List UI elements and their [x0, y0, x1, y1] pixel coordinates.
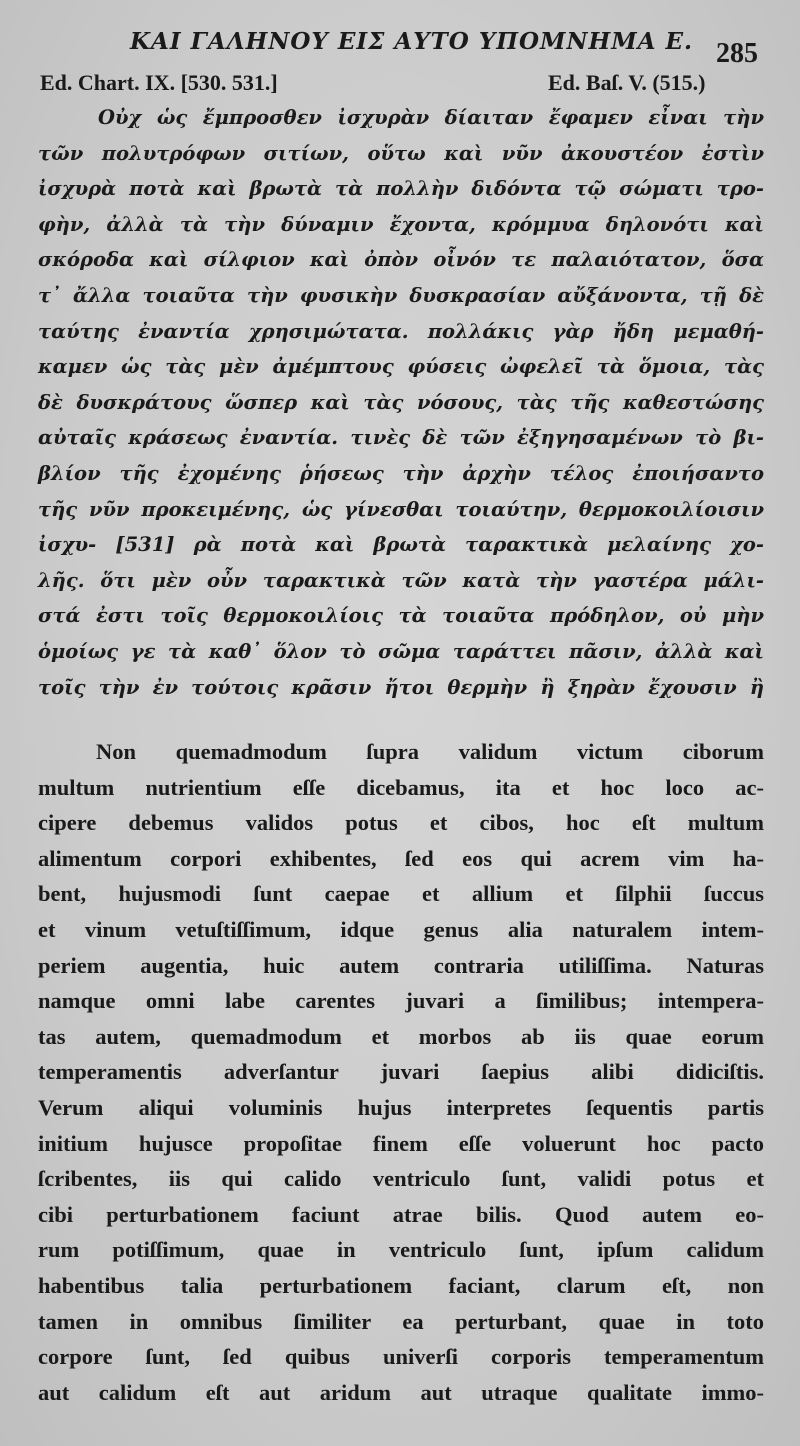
latin-text-block [38, 734, 764, 1410]
page-number: 285 [716, 38, 758, 69]
latin-text-line: cibi perturbationem faciunt atrae bilis. Quod autem eo- [38, 1201, 764, 1227]
latin-text-line: habentibus talia perturbationem faciant, clarum eſt, non [38, 1272, 764, 1298]
greek-text-line: βλίον τῆς ἐχομένης ῥήσεως τὴν ἀρχὴν τέλος ἐποιήσαντο [38, 461, 764, 485]
greek-text-line: καμεν ὡς τὰς μὲν ἀμέμπτους φύσεις ὠφελεῖ τὰ ὅμοια, τὰς [38, 355, 764, 379]
greek-text-line: τ᾽ ἄλλα τοιαῦτα τὴν φυσικὴν δυσκρασίαν αὔξάνοντα, τῇ δὲ [38, 283, 764, 307]
greek-text-line: τῶν πολυτρόφων σιτίων, οὕτω καὶ νῦν ἀκουστέον ἐστὶν [38, 141, 764, 165]
greek-text-line: τοῖς τὴν ἐν τούτοις κρᾶσιν ἤτοι θερμὴν ἢ ξηρὰν ἔχουσιν ἢ [38, 675, 764, 699]
greek-text-line: τῆς νῦν προκειμένης, ὡς γίνεσθαι τοιαύτην, θερμοκοιλίοισιν [38, 497, 764, 521]
latin-text-line: alimentum corpori exhibentes, ſed eos qui acrem vim ha- [38, 845, 764, 871]
edition-reference-chartier: Ed. Chart. IX. [530. 531.] [40, 70, 278, 95]
greek-text-line: Οὐχ ὡς ἔμπροσθεν ἰσχυρὰν δίαιταν ἔφαμεν εἶναι τὴν [98, 106, 764, 129]
latin-text-line: Non quemadmodum ſupra validum victum ciborum [96, 739, 764, 764]
latin-text-line: tamen in omnibus ſimiliter ea perturbant, quae in toto [38, 1308, 764, 1334]
running-title: ΚΑΙ ΓΑΛΗΝΟΥ ΕΙΣ ΑΥΤΟ ΥΠΟΜΝΗΜΑ Ε. [130, 28, 694, 55]
latin-text-line: ſcribentes, iis qui calido ventriculo ſunt, validi potus et [38, 1166, 764, 1192]
latin-text-line: bent, hujusmodi ſunt caepae et allium et ſilphii ſuccus [38, 881, 764, 907]
latin-text-line: tas autem, quemadmodum et morbos ab iis quae eorum [38, 1023, 764, 1049]
latin-text-line: corpore ſunt, ſed quibus univerſi corporis temperamentum [38, 1344, 764, 1370]
greek-text-line: λῆς. ὅτι μὲν οὖν ταρακτικὰ τῶν κατὰ τὴν γαστέρα μάλι- [38, 568, 764, 592]
edition-reference-basel: Ed. Baſ. V. (515.) [548, 70, 706, 95]
greek-text-block [38, 100, 764, 705]
greek-text-line: αὐταῖς κράσεως ἐναντία. τινὲς δὲ τῶν ἐξηγησαμένων τὸ βι- [38, 426, 764, 450]
latin-text-line: initium hujusce propoſitae finem eſſe voluerunt hoc pacto [38, 1130, 764, 1156]
greek-text-line: ὁμοίως γε τὰ καθ᾽ ὅλον τὸ σῶμα ταράττει πᾶσιν, ἀλλὰ καὶ [38, 639, 764, 663]
latin-text-line: multum nutrientium eſſe dicebamus, ita et hoc loco ac- [38, 774, 764, 800]
greek-text-line: σκόροδα καὶ σίλφιον καὶ ὀπὸν οἶνόν τε παλαιότατον, ὅσα [38, 248, 764, 272]
latin-text-line: temperamentis adverſantur juvari ſaepius alibi didiciſtis. [38, 1059, 764, 1085]
latin-text-line: aut calidum eſt aut aridum aut utraque qualitate immo- [38, 1379, 764, 1405]
latin-text-line: rum potiſſimum, quae in ventriculo ſunt, ipſum calidum [38, 1237, 764, 1263]
latin-text-line: et vinum vetuſtiſſimum, idque genus alia naturalem intem- [38, 916, 764, 942]
latin-text-line: Verum aliqui voluminis hujus interpretes ſequentis partis [38, 1094, 764, 1120]
greek-text-line: δὲ δυσκράτους ὥσπερ καὶ τὰς νόσους, τὰς τῆς καθεστώσης [38, 390, 764, 414]
greek-text-line: φὴν, ἀλλὰ τὰ τὴν δύναμιν ἔχοντα, κρόμμυα δηλονότι καὶ [38, 212, 764, 236]
greek-text-line: ἰσχυ- [531] ρὰ ποτὰ καὶ βρωτὰ ταρακτικὰ μελαίνης χο- [38, 533, 764, 557]
greek-text-line: στά ἐστι τοῖς θερμοκοιλίοις τὰ τοιαῦτα πρόδηλον, οὐ μὴν [38, 604, 764, 628]
latin-text-line: cipere debemus validos potus et cibos, hoc eſt multum [38, 810, 764, 836]
latin-text-line: namque omni labe carentes juvari a ſimilibus; intempera- [38, 988, 764, 1014]
greek-text-line: ταύτης ἐναντία χρησιμώτατα. πολλάκις γὰρ ἤδη μεμαθή- [38, 319, 764, 343]
greek-text-line: ἰσχυρὰ ποτὰ καὶ βρωτὰ τὰ πολλὴν διδόντα τῷ σώματι τρο- [38, 177, 764, 201]
latin-text-line: periem augentia, huic autem contraria utiliſſima. Naturas [38, 952, 764, 978]
